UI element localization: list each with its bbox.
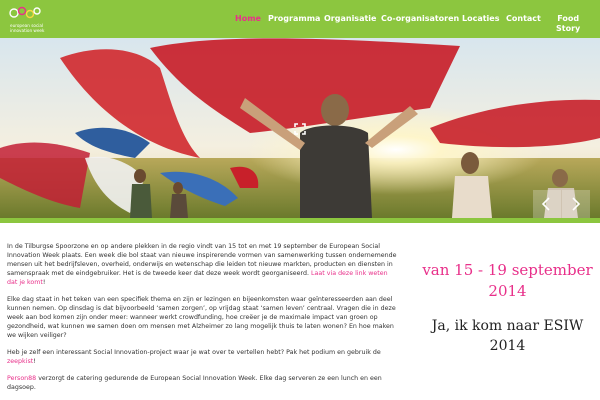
nav-item-home[interactable]: Home bbox=[235, 14, 261, 23]
project-paragraph bbox=[7, 348, 397, 366]
logo-text-line-2: innovation week bbox=[10, 28, 45, 33]
catering-paragraph bbox=[7, 374, 397, 392]
food-story-line-2: Story bbox=[556, 24, 581, 33]
intro-text: In de Tilburgse Spoorzone en op andere plekken in de regio vindt van 15 tot en met 19 september de European Social Innovation Week plaats. Een week die bol staat van nieuwe inspirerende vormen van samenwerking tussen ondernemende mensen uit het bedrijfsleven, overheid, onderwijs en wetenschap die leiden tot nieuwe markten, producten en diensten in samenspraak met de eindgebruiker. Het is de tweede keer dat deze week wordt georganiseerd. bbox=[7, 243, 397, 277]
event-dates: van 15 - 19 september 2014 bbox=[422, 261, 593, 300]
logo-text-line-1: european social bbox=[10, 23, 44, 28]
side-panel bbox=[415, 260, 600, 356]
slider-prev-button[interactable] bbox=[533, 190, 561, 218]
chevron-left-icon bbox=[541, 197, 553, 211]
slider-next-button[interactable] bbox=[562, 190, 590, 218]
main-content bbox=[7, 242, 397, 400]
attend-cta[interactable]: Ja, ik kom naar ESIW 2014 bbox=[431, 318, 584, 354]
food-story-line-1: Food bbox=[557, 14, 580, 23]
project-text: Heb je zelf een interessant Social Innovation-project waar je wat over te vertellen hebt? Pak het podium en gebruik de bbox=[7, 349, 381, 356]
project-end: ! bbox=[33, 358, 36, 365]
nav-item-programma[interactable]: Programma bbox=[268, 14, 321, 23]
nav-item-organisatie[interactable]: Organisatie bbox=[324, 14, 377, 23]
nav-item-locaties[interactable]: Locaties bbox=[462, 14, 500, 23]
intro-end: ! bbox=[42, 279, 46, 286]
logo-swirl-icon bbox=[8, 4, 42, 22]
themes-paragraph: Elke dag staat in het teken van een specifiek thema en zijn er lezingen en bijeenkomsten waar geïnteresseerden aan deel kunnen nemen. Op dinsdag is dat bijvoorbeeld ‘samen zorgen’, op vrijdag staat ‘samen leven’ centraal. Vragen die in deze week aan bod komen zijn onder meer: wanneer werkt crowdfunding, hoe creëer je de maximale impact van groen op gezondheid, wat kunnen we samen doen om mensen met Alzheimer zo lang mogelijk thuis te laten wonen? En hoe maken we wijken veiliger? bbox=[7, 296, 396, 339]
zeepkist-link[interactable]: zeepkist bbox=[7, 358, 34, 365]
hero-slider[interactable] bbox=[0, 38, 600, 218]
top-navigation-bar bbox=[0, 0, 600, 38]
person88-link[interactable]: Person88 bbox=[7, 375, 37, 382]
nav-item-contact[interactable]: Contact bbox=[506, 14, 541, 23]
intro-paragraph bbox=[7, 242, 397, 287]
catering-text: verzorgt de catering gedurende de European Social Innovation Week. Elke dag serveren ze een lunch en een dagsoep. bbox=[7, 375, 382, 391]
esiw-logo[interactable] bbox=[6, 3, 76, 35]
hero-bottom-bar bbox=[0, 218, 600, 223]
nav-item-food-story[interactable] bbox=[556, 14, 580, 34]
expand-arrows-icon bbox=[292, 121, 308, 137]
chevron-right-icon bbox=[570, 197, 582, 211]
register-link[interactable]: Laat via deze link weten dat je komt bbox=[7, 270, 388, 286]
nav-item-co-organisatoren[interactable]: Co-organisatoren bbox=[381, 14, 460, 23]
